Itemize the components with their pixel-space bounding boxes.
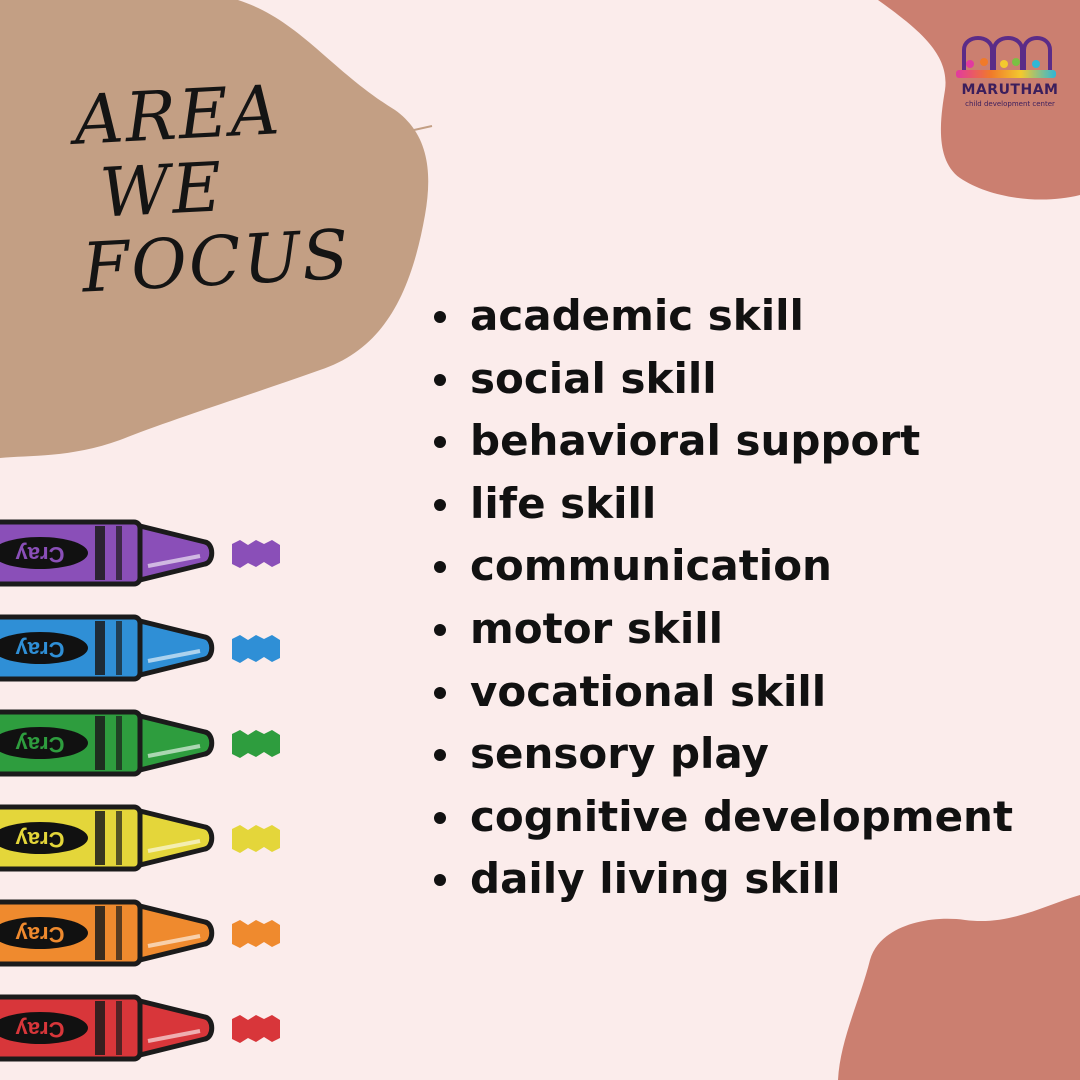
list-item-label: academic skill	[470, 291, 804, 340]
crayon-label: Cray	[15, 922, 65, 948]
list-item-label: motor skill	[470, 603, 724, 653]
crayon-label: Cray	[15, 1017, 65, 1043]
list-item-label: behavioral support	[470, 416, 921, 466]
crayon	[0, 617, 280, 679]
page-title	[72, 71, 353, 309]
bullet-icon	[434, 749, 446, 761]
bullet-icon	[434, 687, 446, 699]
list-item	[430, 723, 1070, 786]
rose-blob-bottom	[838, 895, 1080, 1080]
list-item-label: vocational skill	[470, 666, 827, 716]
list-item	[430, 598, 1070, 661]
list-item-label: sensory play	[470, 729, 769, 779]
crayon	[0, 902, 280, 964]
logo-icon	[950, 28, 1060, 128]
logo-name: MARUTHAM	[961, 82, 1059, 98]
crayon	[0, 997, 280, 1059]
crayons-illustration	[0, 500, 300, 1080]
bullet-icon	[434, 499, 446, 511]
bullet-icon	[434, 436, 446, 448]
list-item	[430, 786, 1070, 849]
crayon	[0, 807, 280, 869]
bullet-icon	[434, 374, 446, 386]
crayon-label: Cray	[15, 827, 65, 853]
focus-area-list	[430, 285, 1070, 911]
title-line-2: WE	[98, 148, 226, 234]
crayon	[0, 712, 280, 774]
bullet-icon	[434, 561, 446, 573]
list-item	[430, 535, 1070, 598]
list-item	[430, 285, 1070, 348]
title-line-3: FOCUS	[79, 215, 353, 309]
bullet-icon	[434, 311, 446, 323]
bullet-icon	[434, 624, 446, 636]
list-item	[430, 410, 1070, 473]
bullet-icon	[434, 874, 446, 886]
crayon-label: Cray	[15, 542, 65, 568]
list-item	[430, 473, 1070, 536]
list-item-label: communication	[470, 541, 832, 591]
list-item-label: cognitive development	[470, 791, 1014, 841]
bullet-icon	[434, 812, 446, 824]
list-item	[430, 348, 1070, 411]
list-item	[430, 661, 1070, 724]
list-item-label: life skill	[470, 478, 657, 528]
list-item	[430, 848, 1070, 911]
title-line-1: AREA	[72, 71, 284, 161]
crayon-label: Cray	[15, 637, 65, 663]
list-item-label: daily living skill	[470, 854, 841, 904]
crayon-label: Cray	[15, 732, 65, 758]
logo-subtitle: child development center	[965, 100, 1055, 108]
crayon	[0, 522, 280, 584]
list-item-label: social skill	[470, 353, 717, 403]
